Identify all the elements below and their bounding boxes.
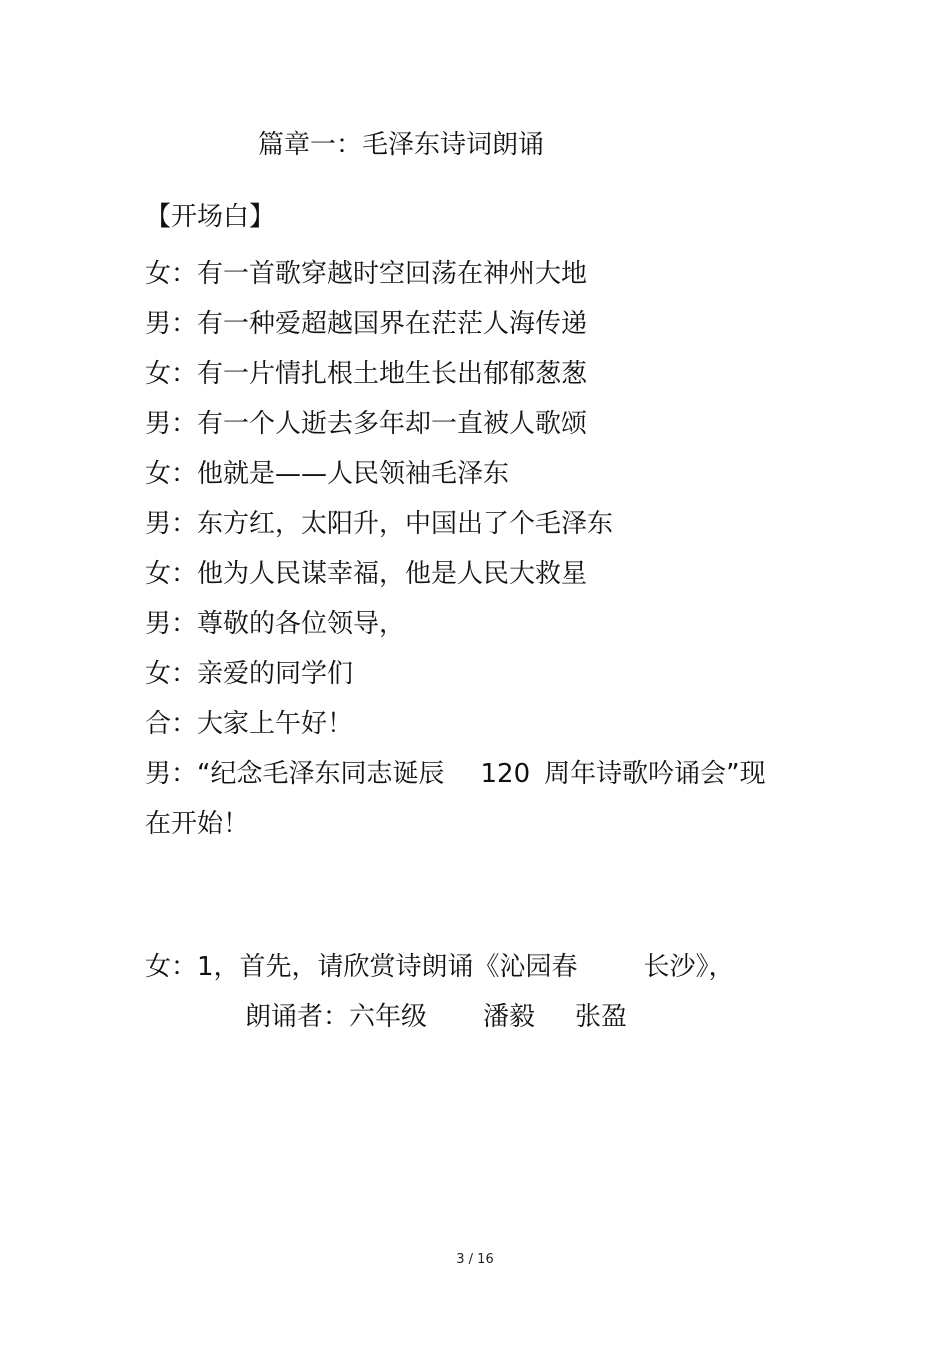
script-line: 女：他就是——人民领袖毛泽东 bbox=[145, 459, 510, 489]
reader-label: 朗诵者：六年级 bbox=[245, 1002, 428, 1032]
program-intro-part-1: 女：1，首先，请欣赏诗朗诵《沁园春 bbox=[145, 952, 578, 982]
page-number: 3 / 16 bbox=[456, 1252, 494, 1267]
announcement-line bbox=[145, 749, 766, 799]
announcement-part-2: 周年诗歌吟诵会”现 bbox=[544, 759, 766, 789]
reader-line bbox=[245, 999, 627, 1035]
section-heading: 【开场白】 bbox=[145, 202, 276, 232]
program-intro-part-2: 长沙》， bbox=[643, 952, 735, 982]
script-line: 男：有一种爱超越国界在茫茫人海传递 bbox=[145, 309, 588, 339]
anniversary-number: 120 bbox=[480, 759, 531, 789]
script-line: 男：尊敬的各位领导， bbox=[145, 609, 406, 639]
script-line: 男：东方红，太阳升，中国出了个毛泽东 bbox=[145, 509, 614, 539]
script-line: 男：有一个人逝去多年却一直被人歌颂 bbox=[145, 409, 588, 439]
script-line: 女：他为人民谋幸福，他是人民大救星 bbox=[145, 559, 588, 589]
page-title: 篇章一：毛泽东诗词朗诵 bbox=[258, 130, 545, 160]
script-lines bbox=[145, 249, 766, 849]
script-line: 女：有一首歌穿越时空回荡在神州大地 bbox=[145, 259, 588, 289]
program-intro-line bbox=[145, 949, 735, 985]
script-line: 女：亲爱的同学们 bbox=[145, 659, 354, 689]
announcement-continuation: 在开始！ bbox=[145, 809, 250, 839]
reader-name-1: 潘毅 bbox=[483, 1002, 536, 1032]
script-line: 女：有一片情扎根土地生长出郁郁葱葱 bbox=[145, 359, 588, 389]
script-line: 合：大家上午好！ bbox=[145, 709, 354, 739]
announcement-part-1: 男：“纪念毛泽东同志诞辰 bbox=[145, 759, 445, 789]
reader-name-2: 张盈 bbox=[575, 1002, 628, 1032]
